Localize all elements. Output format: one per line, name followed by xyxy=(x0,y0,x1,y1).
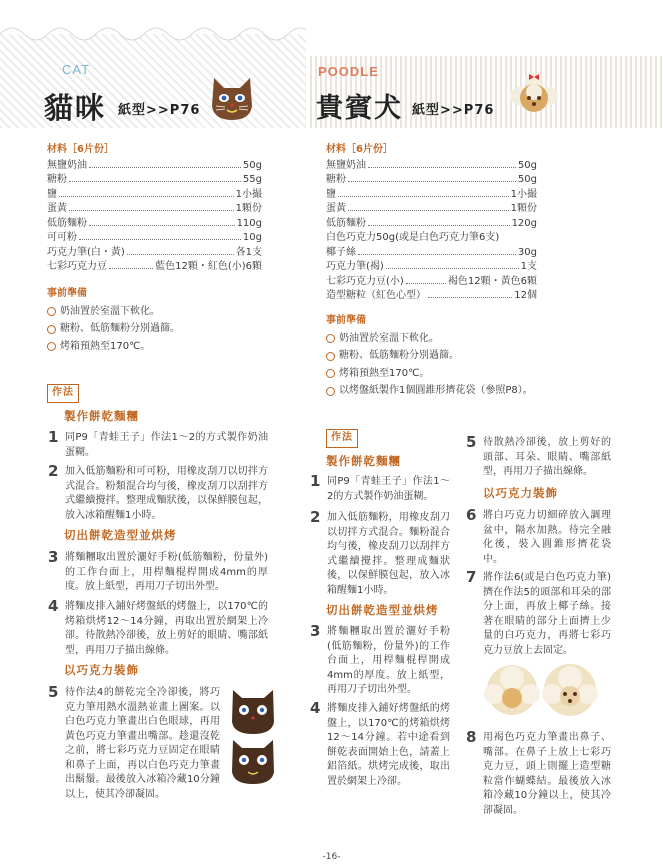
prep-text: 糖粉、低筋麵粉分別過篩。 xyxy=(339,350,459,361)
material-row xyxy=(47,159,262,174)
poodle-step-4: 4 將麵皮排入鋪好烤盤紙的烤盤上，以170℃的烤箱烘烤12～14分鐘。若中途看到餅乾表面開始上色，請蓋上鋁箔紙。烘烤完成後，取出置於網架上冷卻。 xyxy=(310,702,450,789)
poodle-cookie-image xyxy=(509,70,559,120)
poodle-method xyxy=(326,429,358,448)
circle-bullet-icon xyxy=(326,369,335,378)
material-amount: 50g xyxy=(242,159,262,171)
poodle-step-6: 6 將白巧克力切細碎放入調理盆中，隔水加熱。待完全融化後，裝入圓錐形擠花袋中。 xyxy=(466,509,611,567)
prep-text: 奶油置於室溫下軟化。 xyxy=(60,305,160,317)
poodle-step-4-text: 將麵皮排入鋪好烤盤紙的烤盤上，以170℃的烤箱烘烤12～14分鐘。若中途看到餅乾表面開始上色，請蓋上鋁箔紙。烘烤完成後，取出置於網架上冷卻。 xyxy=(327,703,450,787)
poodle-step-5: 5 待散熱冷卻後，放上剪好的頭部、耳朵、眼睛、嘴部紙型，再用刀子描出線條。 xyxy=(466,436,611,480)
prep-item xyxy=(47,305,262,320)
prep-item xyxy=(47,322,262,337)
leader-dots xyxy=(358,254,516,255)
material-name: 巧克力筆(褐) xyxy=(326,261,384,272)
poodle-materials xyxy=(326,143,537,304)
poodle-prep xyxy=(326,314,586,399)
material-amount: 藍色12顆・紅色(小)6顆 xyxy=(155,261,262,272)
circle-bullet-icon xyxy=(326,352,335,361)
material-row xyxy=(47,260,262,275)
poodle-title: 貴賓犬 xyxy=(316,93,403,124)
material-amount: 1顆份 xyxy=(510,203,537,214)
prep-text: 糖粉、低筋麵粉分別過篩。 xyxy=(60,323,180,334)
material-name: 糖粉 xyxy=(47,174,67,185)
material-name: 造型糖粒（紅色心型） xyxy=(326,290,426,301)
cat-step-5-text: 待作法4的餅乾完全冷卻後，將巧克力筆用熱水溫熱並畫上圖案。以白色巧克力筆畫出白色眼球，再用黃色巧克力筆畫出嘴部。趁還沒乾之前，將七彩巧克力豆固定在眼睛和鼻子上面，再以白色巧克力筆畫出鬍鬚。最後放入冰箱冷藏10分鐘以上，使其冷卻凝固。 xyxy=(65,687,220,800)
material-name: 椰子絲 xyxy=(326,246,356,258)
material-amount: 55g xyxy=(242,174,262,185)
cat-step-2: 2 加入低筋麵粉和可可粉，用橡皮刮刀以切拌方式混合。粉類混合均勻後，橡皮刮刀以刮拌方式繼續攪拌。整理成麵狀後，以保鮮膜包起，放入冰箱醒麵1小時。 xyxy=(48,465,268,523)
cat-step-5: 5 待作法4的餅乾完全冷卻後，將巧克力筆用熱水溫熱並畫上圖案。以白色巧克力筆畫出白色眼球，再用黃色巧克力筆畫出嘴部。趁還沒乾之前，將七彩巧克力豆固定在眼睛和鼻子上面，再以白色巧克力筆畫出鬍鬚。最後放入冰箱冷藏10分鐘以上，使其冷卻凝固。 xyxy=(48,686,220,802)
prep-item xyxy=(47,340,262,355)
poodle-step-5-text: 待散熱冷卻後，放上剪好的頭部、耳朵、眼睛、嘴部紙型，再用刀子描出線條。 xyxy=(483,437,611,477)
leader-dots xyxy=(109,268,153,269)
cat-materials-title: 材料［6片份］ xyxy=(47,144,114,155)
poodle-step-1-text: 同P9「青蛙王子」作法1～2的方式製作奶油蛋糊。 xyxy=(327,476,450,502)
prep-text: 烤箱預熱至170℃。 xyxy=(60,340,151,352)
prep-text: 烤箱預熱至170℃。 xyxy=(339,367,430,379)
material-row xyxy=(326,275,537,290)
cat-step-4-text: 將麵皮排入鋪好烤盤紙的烤盤上，以170℃的烤箱烘烤12～14分鐘，再取出置於網架上冷卻。待散熱冷卻後，放上剪好的眼睛、嘴部紙型，再用刀子描出線條。 xyxy=(65,601,268,656)
leader-dots xyxy=(89,167,241,168)
poodle-prep-title: 事前準備 xyxy=(326,315,366,326)
poodle-pattern-ref: 紙型>>P76 xyxy=(412,103,495,118)
prep-text: 奶油置於室溫下軟化。 xyxy=(339,332,439,344)
material-row xyxy=(326,173,537,188)
prep-item xyxy=(326,349,586,364)
leader-dots xyxy=(406,283,446,284)
prep-item xyxy=(326,384,586,399)
poodle-step-3: 3 將麵糰取出置於灑好手粉(低筋麵粉，份量外)的工作台面上，用桿麵棍桿開成4mm的厚度。放上紙型，再用刀子切出外型。 xyxy=(310,625,450,698)
leader-dots xyxy=(368,167,516,168)
poodle-step-6-text: 將白巧克力切細碎放入調理盆中，隔水加熱。待完全融化後，裝入圓錐形擠花袋中。 xyxy=(483,510,611,565)
leader-dots xyxy=(348,210,509,211)
poodle-step-8-text: 用褐色巧克力筆畫出鼻子、嘴部。在鼻子上放上七彩巧克力豆，頭上則擺上造型糖粒當作蝴蝶結。最後放入冰箱冷藏10分鐘以上，使其冷卻凝固。 xyxy=(483,732,611,816)
material-amount: 1小撮 xyxy=(235,188,262,200)
material-amount: 10g xyxy=(242,232,262,243)
circle-bullet-icon xyxy=(326,387,335,396)
material-row xyxy=(326,188,537,203)
poodle-step-3-text: 將麵糰取出置於灑好手粉(低筋麵粉，份量外)的工作台面上，用桿麵棍桿開成4mm的厚度。放上紙型，再用刀子切出外型。 xyxy=(327,626,450,695)
material-amount: 50g xyxy=(517,174,537,185)
leader-dots xyxy=(69,181,241,182)
poodle-step-7-text: 將作法6(或是白色巧克力筆)擠在作法5的頭部和耳朵的部分上面，再放上椰子絲。接著在眼睛的部分上面擠上少量的白巧克力，再將七彩巧克力豆放上去固定。 xyxy=(483,572,611,656)
poodle-step-8: 8 用褐色巧克力筆畫出鼻子、嘴部。在鼻子上放上七彩巧克力豆，頭上則擺上造型糖粒當作蝴蝶結。最後放入冰箱冷藏10分鐘以上，使其冷卻凝固。 xyxy=(466,731,611,818)
material-name: 蛋黃 xyxy=(47,203,67,214)
material-name: 無鹽奶油 xyxy=(326,159,366,171)
material-amount: 1小撮 xyxy=(510,188,537,200)
material-row xyxy=(47,231,262,246)
material-row xyxy=(326,289,537,304)
material-name: 巧克力筆(白・黃) xyxy=(47,246,125,258)
material-amount: 110g xyxy=(236,217,262,229)
poodle-sub1: 製作餅乾麵糰 xyxy=(326,454,401,468)
material-row xyxy=(326,246,537,261)
material-name: 蛋黃 xyxy=(326,203,346,214)
cat-pattern-ref: 紙型>>P76 xyxy=(118,103,201,118)
poodle-step-7: 7 將作法6(或是白色巧克力筆)擠在作法5的頭部和耳朵的部分上面，再放上椰子絲。接著在眼睛的部分上面擠上少量的白巧克力，再將七彩巧克力豆放上去固定。 xyxy=(466,571,611,658)
material-name: 七彩巧克力豆(小) xyxy=(326,275,404,287)
page-number: -16- xyxy=(322,852,341,862)
circle-bullet-icon xyxy=(47,325,56,334)
cat-prep-list xyxy=(47,305,262,355)
material-name: 白色巧克力50g(或是白色巧克力筆6支) xyxy=(326,232,500,243)
cat-step-3-text: 將麵糰取出置於灑好手粉(低筋麵粉，份量外)的工作台面上，用桿麵棍桿開成4mm的厚度。放上紙型，再用刀子切出外型。 xyxy=(65,552,268,592)
poodle-step-2: 2 加入低筋麵粉，用橡皮刮刀以切拌方式混合。麵粉混合均勻後，橡皮刮刀以刮拌方式繼續攪拌。整理成麵狀後，以保鮮膜包起，放入冰箱醒麵1小時。 xyxy=(310,511,450,598)
cat-title: 貓咪 xyxy=(44,91,107,125)
cat-prep xyxy=(47,287,262,354)
poodle-method-badge: 作法 xyxy=(326,429,358,448)
material-amount: 120g xyxy=(511,217,537,229)
leader-dots xyxy=(348,181,516,182)
material-row xyxy=(326,202,537,217)
material-row xyxy=(326,217,537,232)
poodle-header-top xyxy=(310,0,663,56)
material-row xyxy=(47,217,262,232)
poodle-step-1: 1 同P9「青蛙王子」作法1～2的方式製作奶油蛋糊。 xyxy=(310,475,450,504)
material-name: 鹽 xyxy=(326,188,336,200)
leader-dots xyxy=(338,196,509,197)
cat-cookie-photos xyxy=(230,688,276,784)
cat-english-label: CAT xyxy=(62,62,91,77)
leader-dots xyxy=(428,297,512,298)
leader-dots xyxy=(79,239,241,240)
material-amount: 各1支 xyxy=(235,246,262,258)
leader-dots xyxy=(127,254,234,255)
cat-sub1: 製作餅乾麵糰 xyxy=(64,409,139,423)
cat-method-badge: 作法 xyxy=(47,384,79,403)
cat-step-2-text: 加入低筋麵粉和可可粉，用橡皮刮刀以切拌方式混合。粉類混合均勻後，橡皮刮刀以刮拌方式繼續攪拌。整理成麵狀後，以保鮮膜包起，放入冰箱醒麵1小時。 xyxy=(65,466,268,521)
poodle-materials-list xyxy=(326,159,537,304)
leader-dots xyxy=(368,225,510,226)
cat-sub3: 以巧克力裝飾 xyxy=(64,663,139,677)
cat-materials xyxy=(47,143,262,275)
cat-sub2: 切出餅乾造型並烘烤 xyxy=(64,528,177,542)
prep-item xyxy=(326,332,586,347)
circle-bullet-icon xyxy=(47,307,56,316)
material-row xyxy=(326,231,537,246)
cat-cookie-image xyxy=(210,76,254,122)
prep-item xyxy=(326,367,586,382)
material-amount: 1支 xyxy=(520,261,537,272)
leader-dots xyxy=(69,210,234,211)
poodle-materials-title: 材料［6片份］ xyxy=(326,144,393,155)
wave-decoration xyxy=(0,0,306,60)
material-name: 低筋麵粉 xyxy=(326,217,366,229)
material-row xyxy=(47,188,262,203)
material-name: 鹽 xyxy=(47,188,57,200)
cat-prep-title: 事前準備 xyxy=(47,288,87,299)
material-name: 七彩巧克力豆 xyxy=(47,261,107,272)
circle-bullet-icon xyxy=(326,334,335,343)
material-amount: 30g xyxy=(517,246,537,258)
page-header xyxy=(0,0,663,128)
material-name: 無鹽奶油 xyxy=(47,159,87,171)
poodle-english-label: POODLE xyxy=(318,64,379,79)
poodle-step-2-text: 加入低筋麵粉，用橡皮刮刀以切拌方式混合。麵粉混合均勻後，橡皮刮刀以刮拌方式繼續攪拌。整理成麵狀後，以保鮮膜包起，放入冰箱醒麵1小時。 xyxy=(327,512,450,596)
circle-bullet-icon xyxy=(47,342,56,351)
poodle-sub2: 切出餅乾造型並烘烤 xyxy=(326,603,439,617)
material-name: 糖粉 xyxy=(326,174,346,185)
material-row xyxy=(47,173,262,188)
material-amount: 褐色12顆・黃色6顆 xyxy=(447,275,537,287)
material-amount: 12個 xyxy=(514,290,537,301)
cat-step-4: 4 將麵皮排入鋪好烤盤紙的烤盤上，以170℃的烤箱烘烤12～14分鐘，再取出置於網架上冷卻。待散熱冷卻後，放上剪好的眼睛、嘴部紙型，再用刀子描出線條。 xyxy=(48,600,268,658)
prep-text: 以烤盤紙製作1個圓錐形擠花袋（參照P8）。 xyxy=(339,385,533,396)
leader-dots xyxy=(89,225,235,226)
cat-step-1-text: 同P9「青蛙王子」作法1～2的方式製作奶油蛋糊。 xyxy=(65,432,268,458)
poodle-cookie-photos xyxy=(482,660,602,722)
cat-step-3: 3 將麵糰取出置於灑好手粉(低筋麵粉，份量外)的工作台面上，用桿麵棍桿開成4mm的厚度。放上紙型，再用刀子切出外型。 xyxy=(48,551,268,595)
material-row xyxy=(47,202,262,217)
material-name: 低筋麵粉 xyxy=(47,217,87,229)
cat-materials-list xyxy=(47,159,262,275)
material-name: 可可粉 xyxy=(47,232,77,243)
material-row xyxy=(326,159,537,174)
material-amount: 1顆份 xyxy=(235,203,262,214)
leader-dots xyxy=(386,268,519,269)
poodle-prep-list xyxy=(326,332,586,399)
material-row xyxy=(326,260,537,275)
leader-dots xyxy=(59,196,234,197)
poodle-sub3: 以巧克力裝飾 xyxy=(483,486,558,500)
material-amount: 50g xyxy=(517,159,537,171)
cat-step-1: 1 同P9「青蛙王子」作法1～2的方式製作奶油蛋糊。 xyxy=(48,431,268,460)
material-row xyxy=(47,246,262,261)
cat-method xyxy=(47,384,267,403)
